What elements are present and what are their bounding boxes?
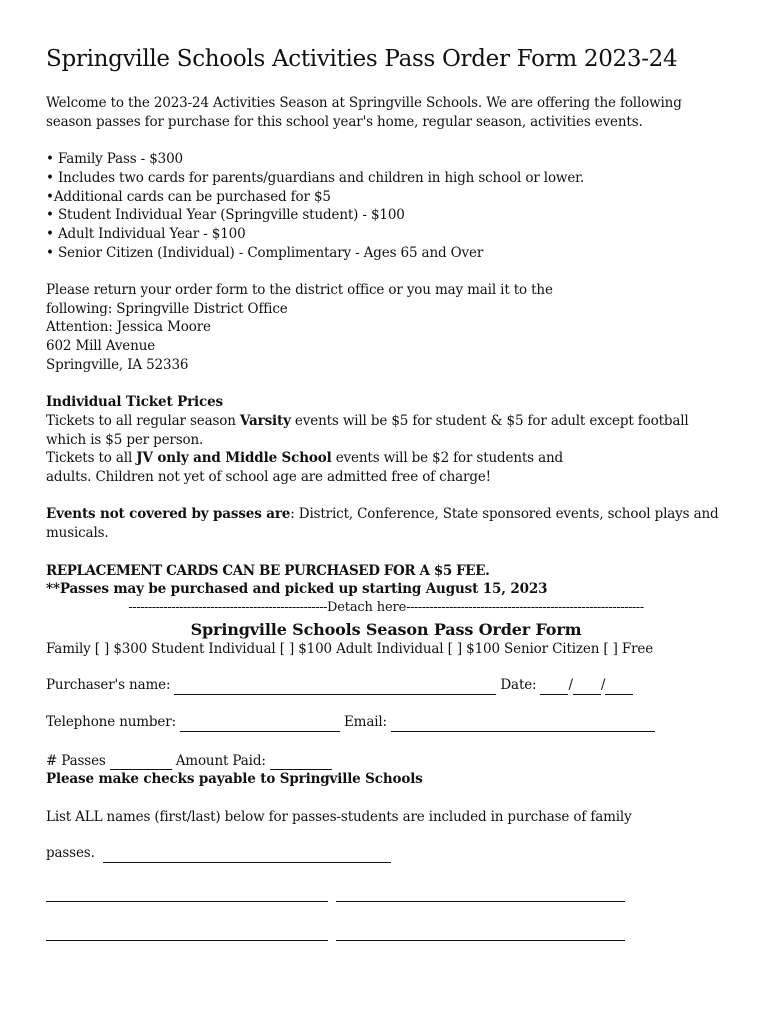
purchaser-row xyxy=(46,676,726,695)
pass-options: Family [ ] $300 Student Individual [ ] $100 Adult Individual [ ] $100 Senior Citizen [ ] Free xyxy=(46,640,654,657)
document-page xyxy=(46,44,726,941)
pass-item-family: • Family Pass - $300 xyxy=(46,151,183,168)
contact-row xyxy=(46,713,726,732)
passes-count-field[interactable] xyxy=(110,755,172,770)
name-field-5[interactable] xyxy=(336,926,625,941)
name-field-2[interactable] xyxy=(46,887,328,902)
return-attention: Attention: Jessica Moore xyxy=(46,319,211,336)
detach-line: ---------------------------------------------------Detach here------------------------------------------------------------- xyxy=(128,599,644,615)
varsity-prices: Tickets to all regular season Varsity events will be $5 for student & $5 for adult except football which is $5 per person. xyxy=(46,412,689,448)
date-separator-2: / xyxy=(600,677,606,694)
return-line-2: following: Springville District Office xyxy=(46,300,288,317)
date-label: Date: xyxy=(500,677,537,694)
purchaser-name-field[interactable] xyxy=(174,680,496,695)
return-instructions xyxy=(46,281,726,375)
date-day-field[interactable] xyxy=(573,680,601,695)
pickup-notice: **Passes may be purchased and picked up starting August 15, 2023 xyxy=(46,581,548,598)
name-field-1[interactable] xyxy=(103,848,391,863)
intro-paragraph: Welcome to the 2023-24 Activities Season at Springville Schools. We are offering the following season passes for purchase for this school year's home, regular season, activities events. xyxy=(46,95,682,130)
pass-item-family-cards: • Includes two cards for parents/guardians and children in high school or lower. xyxy=(46,169,585,186)
email-field[interactable] xyxy=(391,717,655,732)
list-names-instructions: List ALL names (first/last) below for passes-students are included in purchase of family xyxy=(46,809,632,826)
passes-label: passes. xyxy=(46,844,95,861)
return-street: 602 Mill Avenue xyxy=(46,338,156,355)
ticket-prices-section xyxy=(46,393,726,487)
date-separator-1: / xyxy=(568,677,573,694)
return-line-1: Please return your order form to the district office or you may mail it to the xyxy=(46,282,553,298)
not-covered-events: Events not covered by passes are: District, Conference, State sponsored events, school plays and musicals. xyxy=(46,506,719,542)
pass-list xyxy=(46,150,726,262)
passes-names-row xyxy=(46,844,726,863)
payment-row xyxy=(46,752,726,771)
pass-item-senior: • Senior Citizen (Individual) - Complimentary - Ages 65 and Over xyxy=(46,244,484,261)
purchaser-label: Purchaser's name: xyxy=(46,677,171,694)
name-field-3[interactable] xyxy=(336,887,625,902)
pass-item-adult: • Adult Individual Year - $100 xyxy=(46,225,246,242)
name-field-4[interactable] xyxy=(46,926,328,941)
telephone-field[interactable] xyxy=(180,717,340,732)
document-title: Springville Schools Activities Pass Order Form 2023-24 xyxy=(46,46,678,72)
date-year-field[interactable] xyxy=(605,680,633,695)
pass-item-student: • Student Individual Year (Springville student) - $100 xyxy=(46,207,405,224)
phone-label: Telephone number: xyxy=(46,714,176,731)
order-form-title: Springville Schools Season Pass Order Form xyxy=(190,619,582,639)
amount-paid-field[interactable] xyxy=(270,755,332,770)
name-lines-row-1 xyxy=(46,887,726,902)
jv-prices-line-2: adults. Children not yet of school age are admitted free of charge! xyxy=(46,469,491,486)
checks-payable-note: Please make checks payable to Springville Schools xyxy=(46,771,423,788)
pass-item-additional-cards: •Additional cards can be purchased for $5 xyxy=(46,188,331,205)
replacement-notice: REPLACEMENT CARDS CAN BE PURCHASED FOR A $5 FEE. xyxy=(46,562,490,579)
jv-prices: Tickets to all JV only and Middle School events will be $2 for students and xyxy=(46,450,564,467)
passes-count-label: # Passes xyxy=(46,752,106,769)
ticket-prices-heading: Individual Ticket Prices xyxy=(46,394,223,411)
amount-paid-label: Amount Paid: xyxy=(175,752,266,769)
email-label: Email: xyxy=(343,714,387,731)
name-lines-row-2 xyxy=(46,926,726,941)
date-month-field[interactable] xyxy=(540,680,568,695)
return-city: Springville, IA 52336 xyxy=(46,356,189,373)
